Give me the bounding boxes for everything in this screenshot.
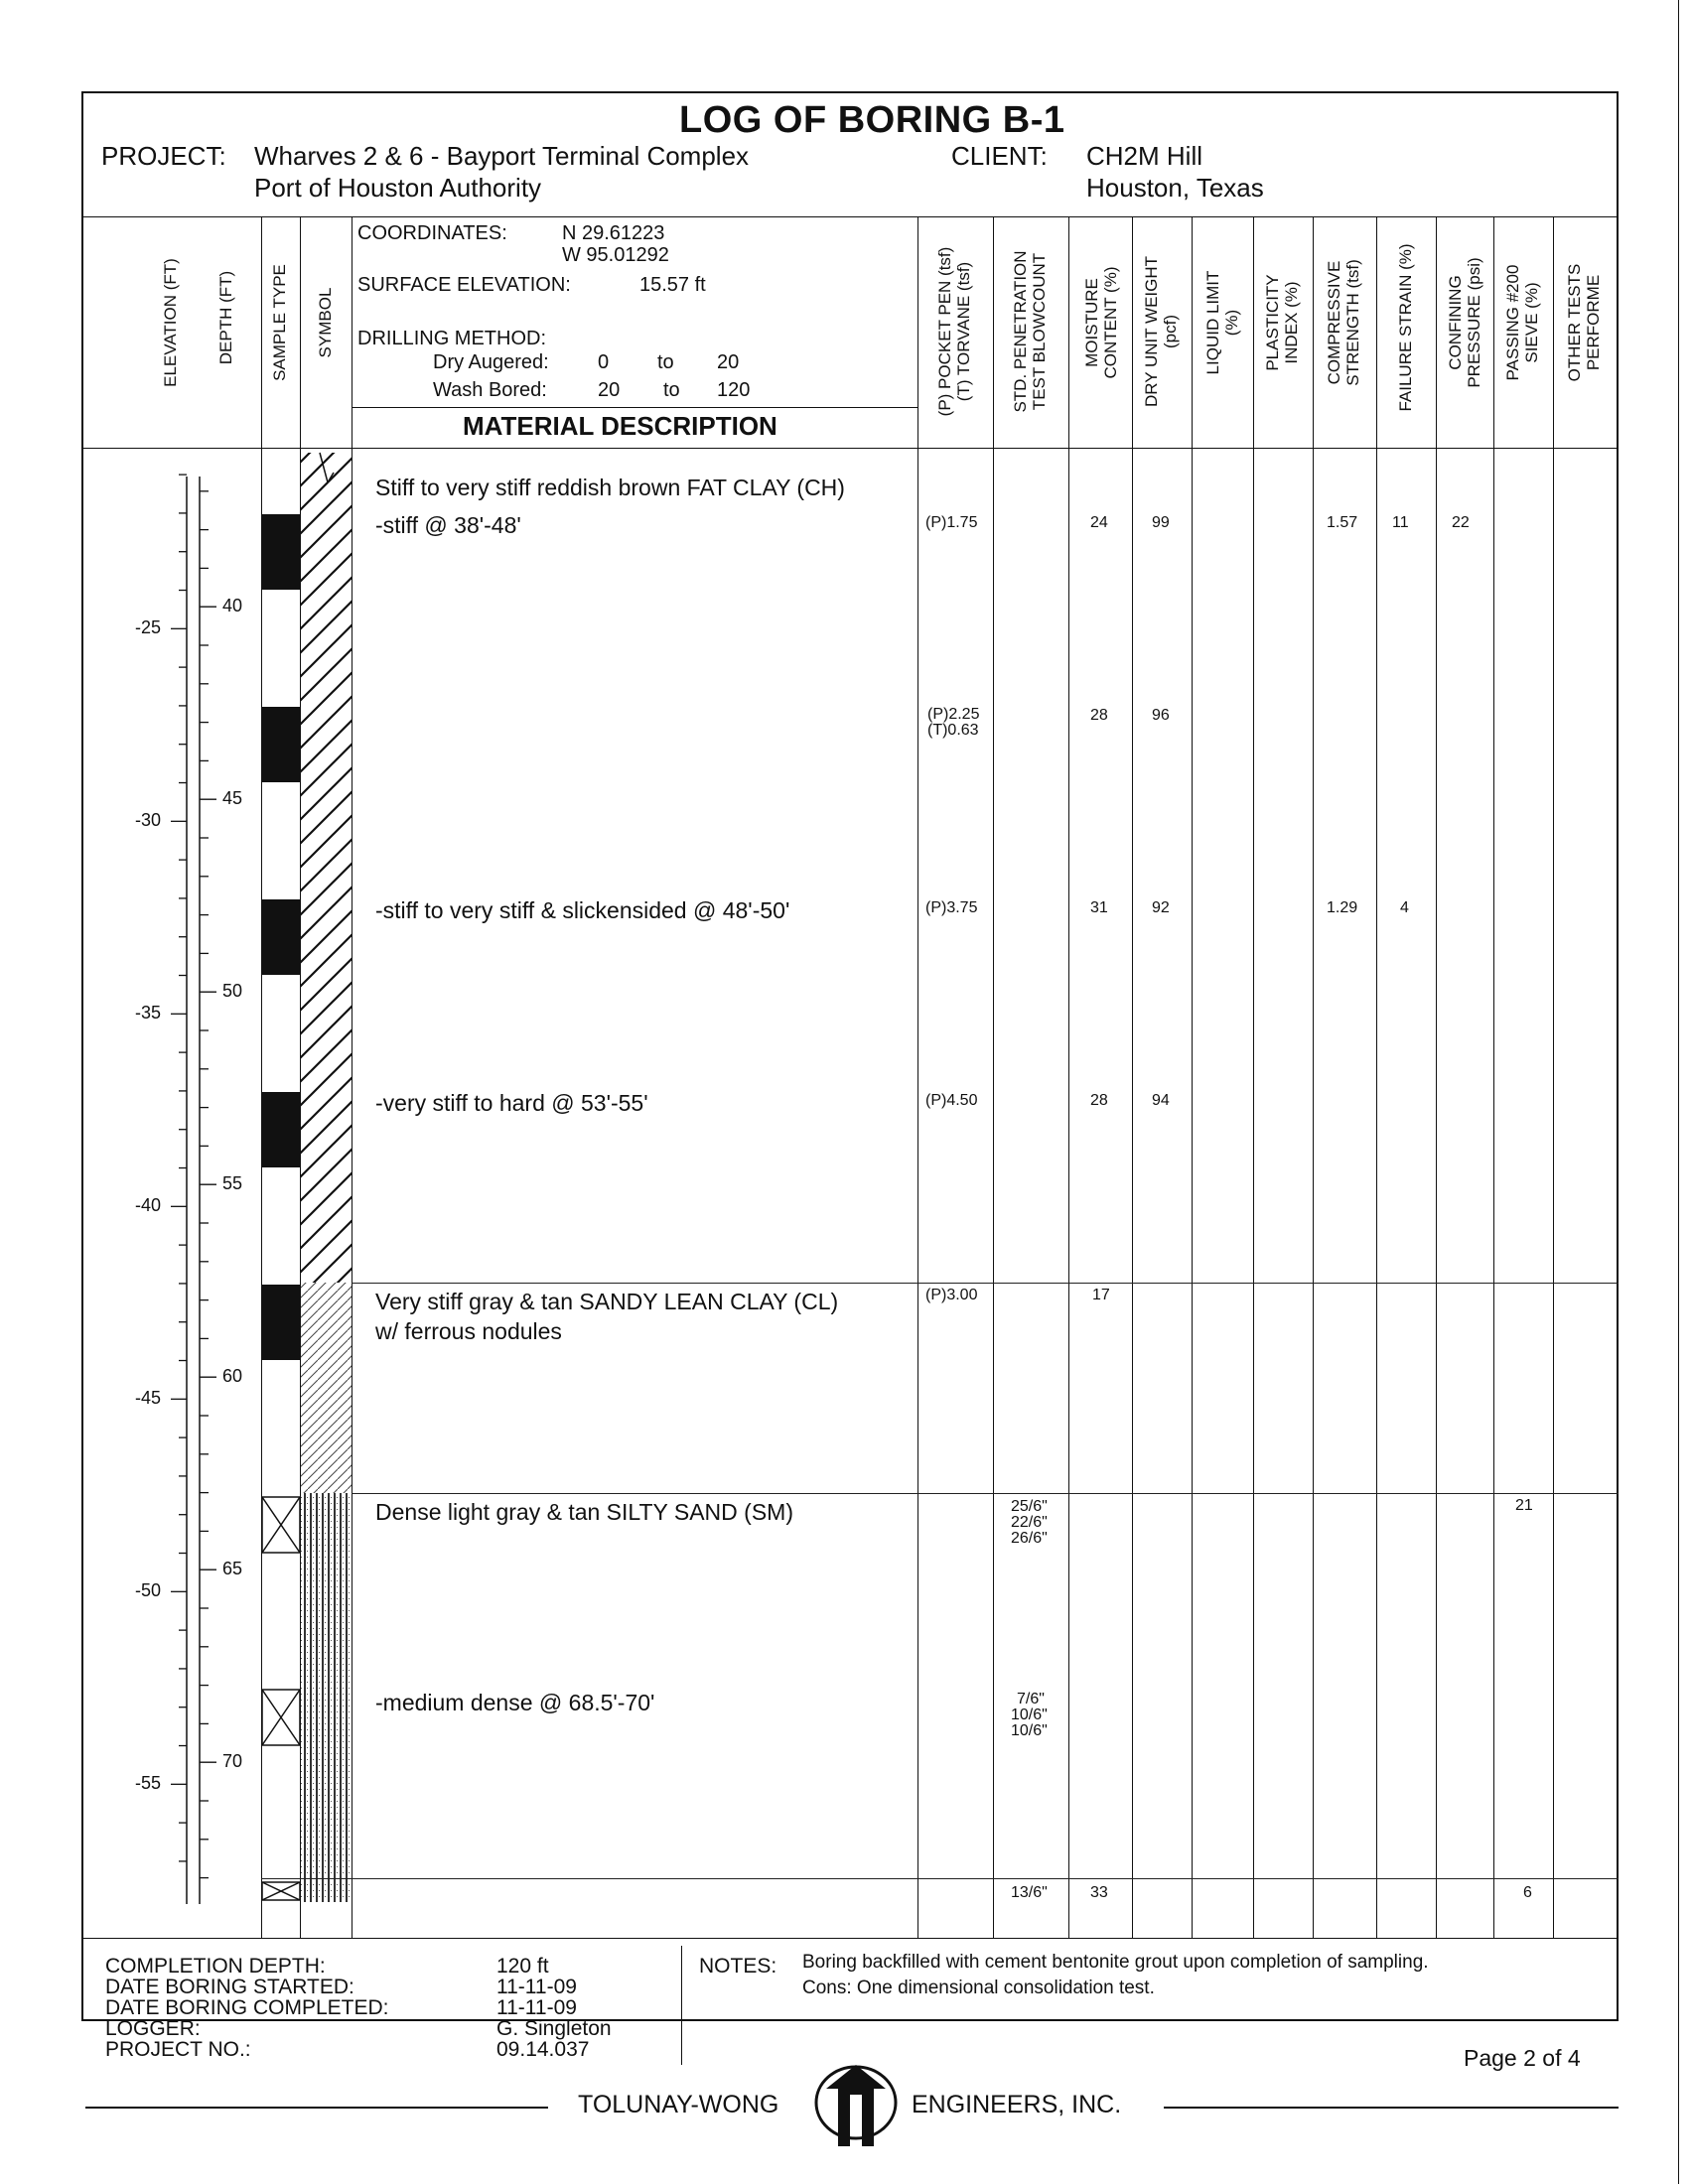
header-depth: DEPTH (FT)	[216, 270, 235, 365]
page-edge-line	[1678, 0, 1679, 2184]
header-other-tests: OTHER TESTS PERFORME	[1565, 263, 1603, 382]
surface-elevation-value: 15.57 ft	[639, 274, 706, 296]
sample-block	[262, 707, 300, 782]
failure-strain-value: 11	[1392, 514, 1409, 531]
header-failure-strain: FAILURE STRAIN (%)	[1396, 243, 1415, 412]
spt-sample	[262, 1497, 300, 1900]
note-backfill: Boring backfilled with cement bentonite grout upon completion of sampling.	[802, 1952, 1429, 1973]
depth-label: 45	[222, 788, 243, 809]
project-label: PROJECT:	[101, 141, 226, 171]
page-number: Page 2 of 4	[1464, 2045, 1581, 2071]
spt-value: 25/6"	[1011, 1498, 1048, 1515]
torvane-value: (T)0.63	[927, 722, 979, 739]
elevation-label: -25	[135, 617, 162, 638]
sample-block	[262, 514, 300, 590]
elevation-label: -40	[135, 1195, 162, 1216]
depth-label: 40	[222, 596, 243, 616]
passing-value: 21	[1515, 1497, 1533, 1514]
stratum-divider	[261, 1878, 1619, 1879]
client-location: Houston, Texas	[1086, 173, 1264, 203]
confining-value: 22	[1452, 514, 1470, 531]
desc-fat-clay: Stiff to very stiff reddish brown FAT CLAY (CH)	[375, 475, 845, 500]
spt-value: 10/6"	[1011, 1722, 1048, 1739]
log-bottom-divider	[81, 1938, 1619, 1939]
company-logo	[804, 2055, 908, 2154]
company-line-right	[1164, 2107, 1619, 2109]
wash-bored-label: Wash Bored:	[433, 379, 547, 401]
elevation-label: -45	[135, 1388, 162, 1409]
header-liquid-limit: LIQUID LIMIT (%)	[1203, 270, 1241, 375]
wash-bored-to-word: to	[663, 379, 680, 401]
surface-elevation-label: SURFACE ELEVATION:	[357, 274, 571, 296]
date-started-label: DATE BORING STARTED:	[105, 1976, 354, 1998]
header-spt: STD. PENETRATION TEST BLOWCOUNT	[1011, 250, 1049, 413]
wash-bored-from: 20	[598, 379, 621, 401]
pocket-pen-value: (P)3.75	[925, 899, 978, 916]
coordinates-north: N 29.61223	[562, 222, 665, 244]
moisture-value: 33	[1090, 1884, 1108, 1901]
header-moisture: MOISTURE CONTENT (%)	[1082, 266, 1120, 379]
depth-label: 55	[222, 1173, 243, 1194]
coordinates-label: COORDINATES:	[357, 222, 507, 244]
company-name-right: ENGINEERS, INC.	[912, 2091, 1122, 2118]
elevation-label: -35	[135, 1003, 162, 1024]
note-consolidation: Cons: One dimensional consolidation test.	[802, 1978, 1155, 1998]
wash-bored-to: 120	[717, 379, 751, 401]
dry-augered-from: 0	[598, 351, 610, 373]
desc-sandy-lean-clay: Very stiff gray & tan SANDY LEAN CLAY (CL)	[375, 1289, 839, 1314]
coordinates-west: W 95.01292	[562, 244, 669, 266]
completion-depth-value: 120 ft	[496, 1955, 549, 1978]
header-sample-type: SAMPLE TYPE	[270, 264, 289, 381]
header-symbol: SYMBOL	[316, 287, 335, 358]
client-label: CLIENT:	[951, 141, 1048, 171]
stratum-divider	[352, 1283, 1619, 1284]
header-elevation: ELEVATION (FT)	[161, 258, 180, 387]
moisture-value: 31	[1090, 899, 1108, 916]
company-line-left	[85, 2107, 548, 2109]
silty-sand-symbol	[301, 1493, 352, 1878]
moisture-value: 24	[1090, 514, 1108, 531]
header-dry-unit-weight: DRY UNIT WEIGHT (pcf)	[1142, 255, 1180, 408]
pocket-pen-value: (P)2.25	[927, 706, 980, 723]
sandy-clay-symbol	[301, 1283, 352, 1493]
log-title: LOG OF BORING B-1	[679, 99, 1065, 141]
passing-value: 6	[1523, 1884, 1532, 1901]
dry-augered-to-word: to	[657, 351, 674, 373]
sample-block	[262, 899, 300, 975]
pocket-pen-value: (P)1.75	[925, 514, 978, 531]
desc-stiff-38-48: -stiff @ 38'-48'	[375, 512, 521, 538]
project-owner: Port of Houston Authority	[254, 173, 542, 203]
drilling-method-label: DRILLING METHOD:	[357, 328, 547, 349]
elevation-label: -30	[135, 810, 162, 831]
failure-strain-value: 4	[1400, 899, 1409, 916]
notes-label: NOTES:	[699, 1955, 777, 1978]
dry-unit-value: 96	[1152, 707, 1170, 724]
material-description-header: MATERIAL DESCRIPTION	[463, 411, 777, 441]
moisture-value: 28	[1090, 707, 1108, 724]
spt-value: 7/6"	[1017, 1691, 1045, 1707]
depth-label: 50	[222, 981, 243, 1002]
logger-label: LOGGER:	[105, 2017, 201, 2040]
header-plasticity: PLASTICITY INDEX (%)	[1263, 274, 1301, 371]
dry-augered-to: 20	[717, 351, 740, 373]
compressive-value: 1.57	[1327, 514, 1358, 531]
project-no-value: 09.14.037	[496, 2038, 590, 2061]
spt-value: 10/6"	[1011, 1706, 1048, 1723]
elevation-label: -50	[135, 1580, 162, 1601]
desc-silty-sand: Dense light gray & tan SILTY SAND (SM)	[375, 1499, 793, 1525]
date-completed-label: DATE BORING COMPLETED:	[105, 1996, 389, 2019]
project-no-label: PROJECT NO.:	[105, 2038, 251, 2061]
moisture-value: 28	[1090, 1092, 1108, 1109]
header-confining: CONFINING PRESSURE (psi)	[1446, 257, 1483, 388]
header-compressive: COMPRESSIVE STRENGTH (tsf)	[1325, 259, 1362, 386]
stratum-divider	[352, 1493, 1619, 1494]
pocket-pen-value: (P)4.50	[925, 1092, 978, 1109]
depth-label: 65	[222, 1559, 243, 1579]
completion-depth-label: COMPLETION DEPTH:	[105, 1955, 326, 1978]
dry-augered-label: Dry Augered:	[433, 351, 549, 373]
date-started-value: 11-11-09	[496, 1976, 577, 1998]
pocket-pen-value: (P)3.00	[925, 1287, 978, 1303]
spt-value: 22/6"	[1011, 1514, 1048, 1531]
desc-very-stiff-hard: -very stiff to hard @ 53'-55'	[375, 1090, 648, 1116]
desc-ferrous-nodules: w/ ferrous nodules	[375, 1318, 562, 1344]
desc-slickensided: -stiff to very stiff & slickensided @ 48'-50'	[375, 897, 790, 923]
dry-unit-value: 99	[1152, 514, 1170, 531]
depth-ticks	[200, 491, 216, 1878]
dry-unit-value: 92	[1152, 899, 1170, 916]
compressive-value: 1.29	[1327, 899, 1358, 916]
fat-clay-symbol	[301, 453, 352, 1283]
depth-label: 60	[222, 1366, 243, 1387]
elevation-label: -55	[135, 1773, 162, 1794]
sample-block	[262, 1285, 300, 1360]
footer-divider	[681, 1946, 682, 2065]
date-completed-value: 11-11-09	[496, 1996, 577, 2019]
bottom-sand-symbol	[301, 1878, 352, 1902]
client-name: CH2M Hill	[1086, 141, 1202, 171]
spt-value: 26/6"	[1011, 1530, 1048, 1547]
desc-medium-dense: -medium dense @ 68.5'-70'	[375, 1690, 655, 1715]
depth-label: 70	[222, 1751, 243, 1772]
project-name: Wharves 2 & 6 - Bayport Terminal Complex	[254, 141, 750, 171]
moisture-value: 17	[1092, 1287, 1110, 1303]
dry-unit-value: 94	[1152, 1092, 1170, 1109]
header-pocket-pen: (P) POCKET PEN (tsf) (T) TORVANE (tsf)	[935, 246, 973, 417]
elevation-ticks	[171, 475, 187, 1861]
logger-value: G. Singleton	[496, 2017, 612, 2040]
spt-value: 13/6"	[1011, 1884, 1048, 1901]
company-name-left: TOLUNAY-WONG	[578, 2091, 779, 2118]
sample-block	[262, 1092, 300, 1167]
header-passing: PASSING #200 SIEVE (%)	[1503, 264, 1541, 381]
